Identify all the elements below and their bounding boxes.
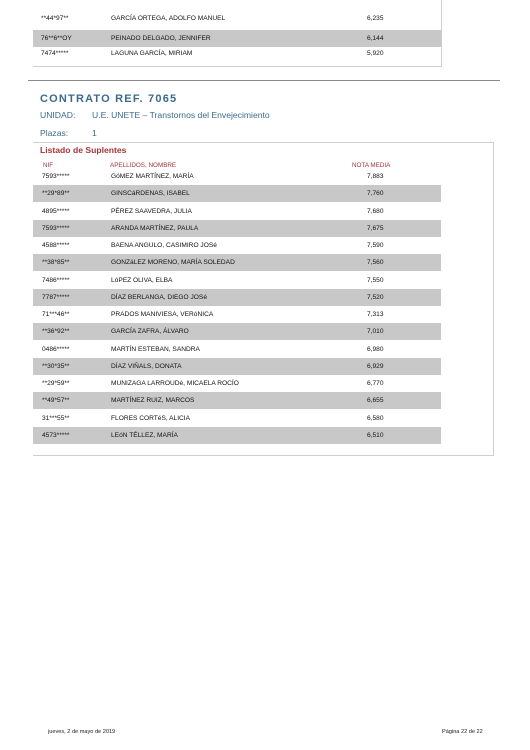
table-row xyxy=(33,289,441,306)
name-cell: MUNIZAGA LARROUDé, MICAELA ROCÍO xyxy=(111,380,239,387)
score-cell: 6,980 xyxy=(367,345,384,353)
nif-cell: 7474***** xyxy=(41,50,69,57)
score-cell: 6,235 xyxy=(367,15,384,22)
name-cell: LAGUNA GARCÍA, MIRIAM xyxy=(111,50,193,57)
nif-cell: **38*85** xyxy=(42,259,70,267)
table-row xyxy=(33,272,441,289)
name-cell: FLORES CORTéS, ALICIA xyxy=(111,414,191,422)
places-label: Plazas: xyxy=(40,128,69,138)
places-value: 1 xyxy=(92,128,97,138)
table-row xyxy=(33,185,441,202)
score-cell: 5,920 xyxy=(367,50,384,57)
nif-cell: 4588***** xyxy=(42,242,70,249)
name-cell: PRADOS MANIVIESA, VERóNICA xyxy=(111,311,214,318)
name-cell: DÍAZ VIÑALS, DONATA xyxy=(111,362,182,370)
table-row xyxy=(33,341,441,358)
unit-label: UNIDAD: xyxy=(40,110,76,120)
table-row xyxy=(33,323,441,340)
name-cell: PEINADO DELGADO, JENNIFER xyxy=(111,35,211,42)
table-row xyxy=(33,237,441,254)
table-row xyxy=(33,306,441,323)
name-cell: MARTÍNEZ RUIZ, MARCOS xyxy=(111,397,195,405)
name-cell: BAENA ANGULO, CASIMIRO JOSé xyxy=(111,242,217,249)
score-cell: 7,675 xyxy=(367,224,384,232)
score-cell: 6,510 xyxy=(367,431,384,439)
nif-cell: **44*97** xyxy=(41,15,69,22)
score-cell: 7,680 xyxy=(367,207,384,215)
score-cell: 7,520 xyxy=(367,293,384,301)
table-row xyxy=(33,10,441,27)
nif-cell: 71***46** xyxy=(42,311,70,318)
nif-cell: 76**6**OY xyxy=(41,35,72,42)
nif-cell: 7486***** xyxy=(42,276,70,284)
score-cell: 6,144 xyxy=(367,35,384,42)
name-cell: ARANDA MARTÍNEZ, PAULA xyxy=(111,224,199,232)
table-row xyxy=(33,254,441,271)
name-cell: DÍAZ BERLANGA, DIEGO JOSé xyxy=(111,293,207,301)
name-cell: PÉREZ SAAVEDRA, JULIA xyxy=(111,207,192,215)
nif-cell: 4573***** xyxy=(42,431,70,439)
table-row xyxy=(33,392,441,409)
table-row xyxy=(33,203,441,220)
name-cell: MARTÍN ESTEBAN, SANDRA xyxy=(111,345,200,353)
score-cell: 7,760 xyxy=(367,190,384,198)
name-cell: GONZáLEZ MORENO, MARÍA SOLEDAD xyxy=(111,259,235,267)
substitutes-list-title: Listado de Suplentes xyxy=(40,145,127,155)
score-cell: 7,550 xyxy=(367,276,384,284)
nif-cell: **29*59** xyxy=(42,380,70,387)
table-row xyxy=(33,45,441,62)
name-cell: GINSCáRDENAS, ISABEL xyxy=(111,190,190,198)
score-cell: 6,770 xyxy=(367,380,384,387)
score-cell: 6,580 xyxy=(367,414,384,422)
name-cell: GARCÍA ZAFRA, ÁLVARO xyxy=(111,328,189,336)
nif-cell: **30*35** xyxy=(42,362,70,370)
nif-cell: 7593***** xyxy=(42,173,70,180)
column-header-score: NOTA MEDIA xyxy=(352,162,391,169)
section-divider xyxy=(28,80,500,81)
table-row xyxy=(33,375,441,392)
score-cell: 7,590 xyxy=(367,242,384,249)
column-header-name: APELLIDOS, NOMBRE xyxy=(110,162,177,169)
score-cell: 7,010 xyxy=(367,328,384,336)
nif-cell: 31***55** xyxy=(42,414,70,422)
nif-cell: **29*89** xyxy=(42,190,70,198)
name-cell: GARCÍA ORTEGA, ADOLFO MANUEL xyxy=(111,15,226,22)
footer-date: jueves, 2 de mayo de 2019 xyxy=(48,729,116,735)
footer-page-number: Página 22 de 22 xyxy=(442,729,483,735)
nif-cell: 7787***** xyxy=(42,293,70,301)
score-cell: 6,929 xyxy=(367,362,384,370)
unit-value: U.E. UNETE – Transtornos del Envejecimiento xyxy=(92,110,270,120)
column-header-nif: NIF xyxy=(43,162,54,169)
score-cell: 7,313 xyxy=(367,311,384,318)
table-row xyxy=(33,410,441,427)
table-row xyxy=(33,168,441,185)
nif-cell: **49*57** xyxy=(42,397,70,405)
table-row xyxy=(33,220,441,237)
contract-title: CONTRATO REF. 7065 xyxy=(40,93,178,105)
name-cell: LEóN TÉLLEZ, MARÍA xyxy=(111,431,178,439)
nif-cell: 0486***** xyxy=(42,345,70,353)
name-cell: LóPEZ OLIVA, ELBA xyxy=(111,276,173,284)
nif-cell: 7593***** xyxy=(42,224,70,232)
table-row xyxy=(33,358,441,375)
nif-cell: **36*92** xyxy=(42,328,70,336)
score-cell: 6,655 xyxy=(367,397,384,405)
name-cell: GóMEZ MARTÍNEZ, MARÍA xyxy=(111,173,194,180)
table-row xyxy=(33,427,441,444)
score-cell: 7,560 xyxy=(367,259,384,267)
nif-cell: 4895***** xyxy=(42,207,70,215)
score-cell: 7,883 xyxy=(367,173,384,180)
